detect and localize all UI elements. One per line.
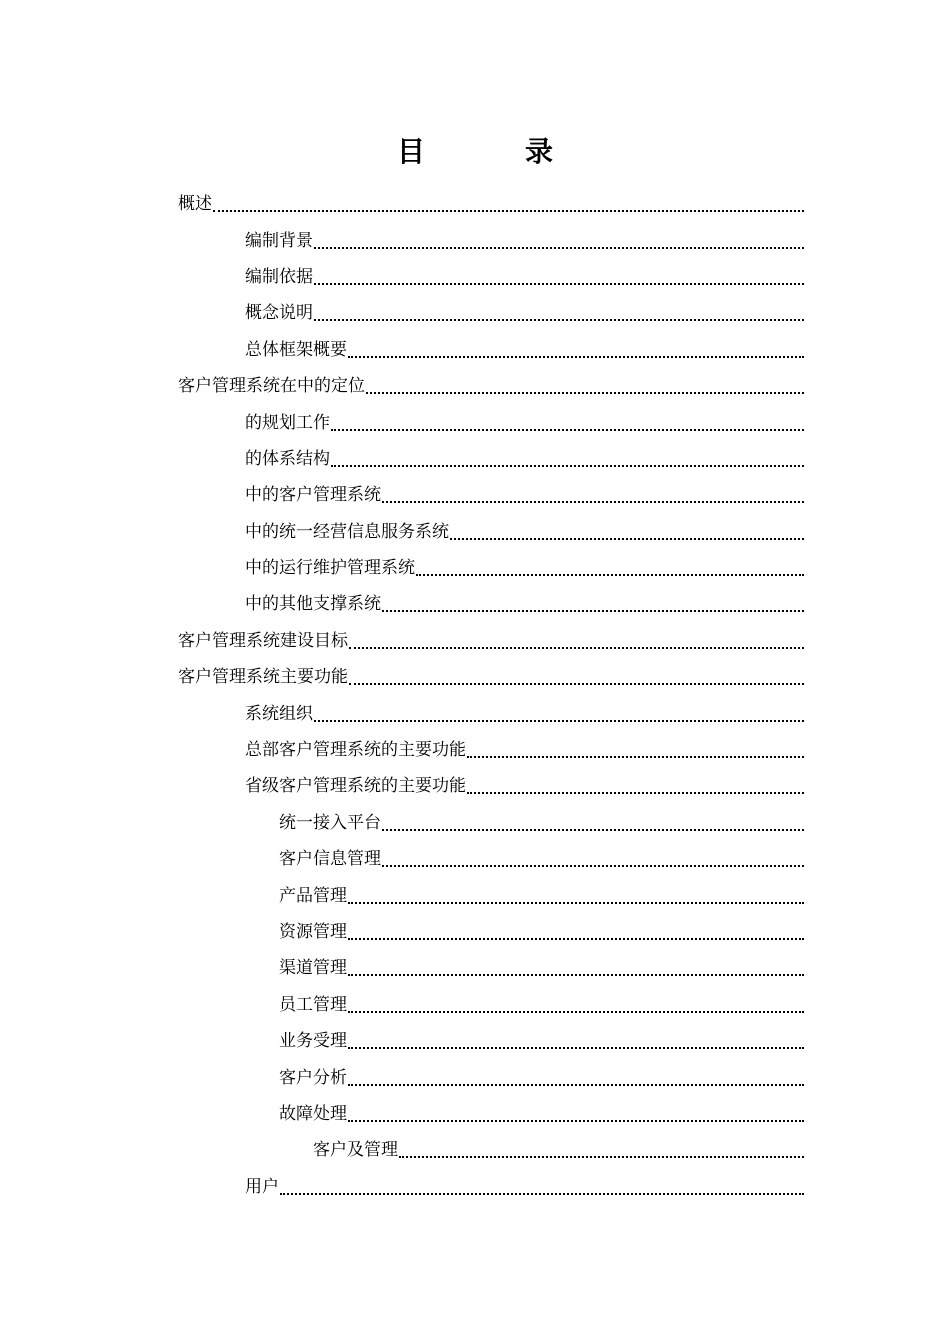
dot-leader	[348, 1064, 804, 1086]
toc-entry[interactable]	[0, 186, 950, 222]
dot-leader	[331, 409, 804, 431]
dot-leader	[348, 1100, 804, 1122]
toc-entry[interactable]	[0, 368, 950, 404]
dot-leader	[416, 554, 804, 576]
toc-entry[interactable]	[0, 477, 950, 513]
toc-entry[interactable]	[0, 732, 950, 768]
dot-leader	[213, 190, 804, 212]
toc-entry[interactable]	[0, 987, 950, 1023]
dot-leader	[467, 736, 804, 758]
toc-entry-text: 客户分析	[279, 1067, 347, 1088]
toc-entry[interactable]	[0, 404, 950, 440]
dot-leader	[348, 336, 804, 358]
dot-leader	[349, 663, 804, 685]
toc-entry[interactable]	[0, 259, 950, 295]
dot-leader	[348, 882, 804, 904]
toc-entry[interactable]	[0, 1023, 950, 1059]
toc-entry-text: 渠道管理	[279, 958, 347, 979]
dot-leader	[314, 299, 804, 321]
toc-title: 目 录	[396, 135, 589, 168]
toc-entry-text: 故障处理	[279, 1103, 347, 1124]
toc-entry-text: 客户管理系统建设目标	[178, 630, 348, 651]
table-of-contents	[0, 186, 950, 1205]
toc-entry[interactable]	[0, 805, 950, 841]
toc-entry[interactable]	[0, 695, 950, 731]
dot-leader	[382, 481, 804, 503]
toc-entry-text: 编制背景	[245, 230, 313, 251]
dot-leader	[382, 590, 804, 612]
dot-leader	[399, 1136, 804, 1158]
toc-entry-text: 业务受理	[279, 1031, 347, 1052]
toc-entry[interactable]	[0, 550, 950, 586]
toc-entry-text: 编制依据	[245, 266, 313, 287]
toc-entry-text: 总体框架概要	[245, 339, 347, 360]
dot-leader	[348, 954, 804, 976]
dot-leader	[382, 809, 804, 831]
toc-entry[interactable]	[0, 659, 950, 695]
dot-leader	[349, 627, 804, 649]
dot-leader	[366, 372, 804, 394]
toc-entry-text: 系统组织	[245, 703, 313, 724]
toc-entry-text: 客户及管理	[313, 1140, 398, 1161]
toc-entry[interactable]	[0, 623, 950, 659]
dot-leader	[331, 445, 804, 467]
dot-leader	[382, 845, 804, 867]
toc-entry-text: 中的统一经营信息服务系统	[245, 521, 449, 542]
toc-entry[interactable]	[0, 441, 950, 477]
toc-entry[interactable]	[0, 586, 950, 622]
dot-leader	[348, 991, 804, 1013]
toc-entry[interactable]	[0, 295, 950, 331]
toc-entry[interactable]	[0, 222, 950, 258]
toc-entry-text: 员工管理	[279, 994, 347, 1015]
toc-entry[interactable]	[0, 1169, 950, 1205]
toc-entry[interactable]	[0, 950, 950, 986]
toc-entry[interactable]	[0, 768, 950, 804]
toc-entry-text: 中的客户管理系统	[245, 485, 381, 506]
toc-entry-text: 概述	[178, 194, 212, 215]
toc-entry[interactable]	[0, 841, 950, 877]
toc-entry-text: 客户管理系统在中的定位	[178, 376, 365, 397]
dot-leader	[467, 772, 804, 794]
toc-entry-text: 统一接入平台	[279, 812, 381, 833]
toc-entry-text: 产品管理	[279, 885, 347, 906]
toc-entry-text: 客户管理系统主要功能	[178, 667, 348, 688]
toc-entry-text: 的规划工作	[245, 412, 330, 433]
toc-entry-text: 概念说明	[245, 303, 313, 324]
dot-leader	[280, 1173, 804, 1195]
toc-entry-text: 资源管理	[279, 922, 347, 942]
toc-entry-text: 中的其他支撑系统	[245, 594, 381, 615]
toc-entry-text: 的体系结构	[245, 448, 330, 469]
toc-entry[interactable]	[0, 332, 950, 368]
dot-leader	[314, 263, 804, 285]
toc-entry[interactable]	[0, 914, 950, 950]
dot-leader	[314, 700, 804, 722]
toc-entry-text: 中的运行维护管理系统	[245, 558, 415, 579]
toc-entry-text: 客户信息管理	[279, 849, 381, 870]
toc-entry-text: 总部客户管理系统的主要功能	[245, 740, 466, 761]
toc-entry-text: 省级客户管理系统的主要功能	[245, 776, 466, 797]
toc-entry[interactable]	[0, 1096, 950, 1132]
dot-leader	[348, 1027, 804, 1049]
dot-leader	[348, 918, 804, 940]
toc-entry[interactable]	[0, 514, 950, 550]
toc-entry[interactable]	[0, 1132, 950, 1168]
dot-leader	[314, 227, 804, 249]
toc-entry-text: 用户	[245, 1176, 279, 1197]
toc-entry[interactable]	[0, 1059, 950, 1095]
toc-entry[interactable]	[0, 877, 950, 913]
dot-leader	[450, 518, 804, 540]
